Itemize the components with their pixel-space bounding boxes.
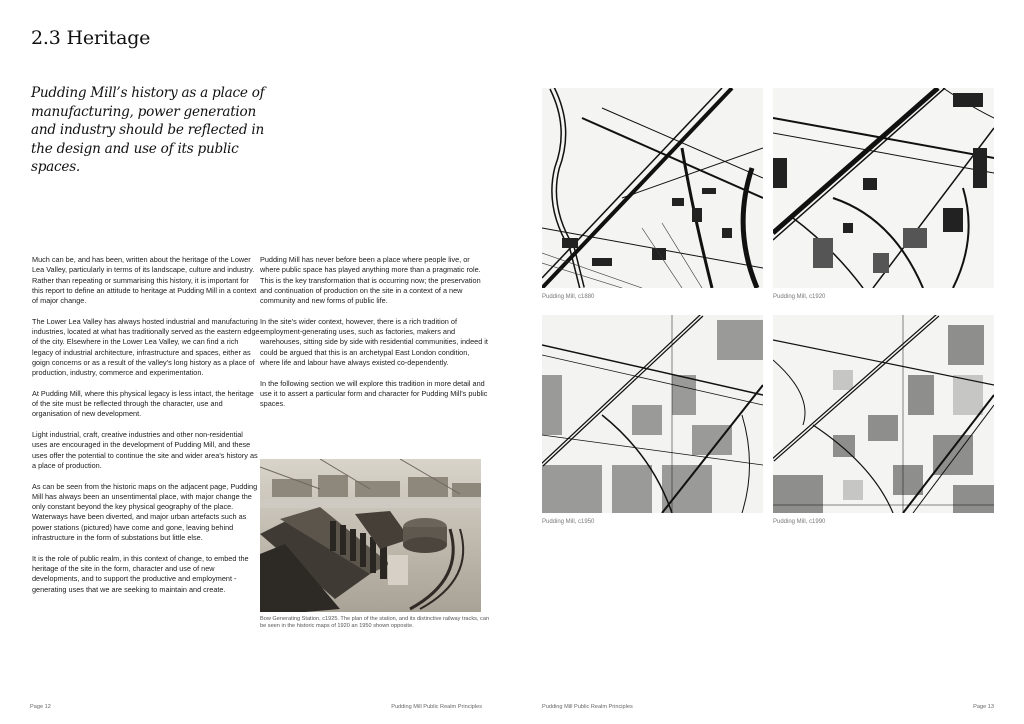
paragraph: Light industrial, craft, creative industries and other non-residential uses are encouraged in the development of Pudding Mill, and these uses offer the potential to continue the site and wider area’s history as a place of production. xyxy=(32,430,258,470)
bow-generating-station-photo xyxy=(260,459,481,612)
document-title: Pudding Mill Public Realm Principles xyxy=(542,704,633,710)
body-column-1 xyxy=(32,255,260,605)
map-caption: Pudding Mill, c1920 xyxy=(773,294,826,300)
photo-caption: Bow Generating Station, c1925. The plan of the station, and its distinctive railway tracks, can be seen in the historic maps of 1920 an 1950 shown opposite. xyxy=(260,616,490,630)
lead-quote: Pudding Mill’s history as a place of manufacturing, power generation and industry should be reflected in the design and use of its public spaces. xyxy=(31,85,265,176)
paragraph: The Lower Lea Valley has always hosted industrial and manufacturing industries, located at what has traditionally served as the eastern edge of the city. Elsewhere in the Lower Lea Valley, we can find a rich legacy of industrial architecture, infrastructure and spaces, either as goign concerns or as a result of the valley’s long history as a place of production, industry, commerce and experimentation. xyxy=(32,316,260,378)
paragraph: In the following section we will explore this tradition in more detail and use it to assert a particular form and character for Pudding Mill’s public spaces. xyxy=(260,378,488,409)
historic-map-1990 xyxy=(773,315,994,513)
historic-map-1920 xyxy=(773,88,994,288)
historic-map-1950 xyxy=(542,315,763,513)
right-page xyxy=(512,0,1024,724)
paragraph: Much can be, and has been, written about the heritage of the Lower Lea Valley, particularly in terms of its landscape, culture and industry. Rather than repeating or summarising this history, it is important for this report to define an attitude to heritage at Pudding Mill in a context of major change. xyxy=(32,255,257,306)
document-title: Pudding Mill Public Realm Principles xyxy=(391,704,482,710)
map-caption: Pudding Mill, c1990 xyxy=(773,519,826,525)
paragraph: Pudding Mill has never before been a place where people live, or where public space has played anything more than a pragmatic role. This is the key transformation that is occurring now; the preservation and continuation of production on the site in a context of a new community and new forms of public life. xyxy=(260,255,481,306)
historic-map-1880 xyxy=(542,88,763,288)
page-number: Page 13 xyxy=(973,704,994,710)
paragraph: As can be seen from the historic maps on the adjacent page, Pudding Mill has always been an unsentimental place, with major change the only constant beyond the key physical geography of the place. Waterways have been diverted, and major urban artefacts such as power stations (pictured) have come and gone, leaving behind infrastructure in the form of substations but little else. xyxy=(32,481,258,543)
body-column-2 xyxy=(260,255,488,420)
map-caption: Pudding Mill, c1880 xyxy=(542,294,595,300)
paragraph: In the site’s wider context, however, there is a rich tradition of employment-generating uses, such as factories, makers and warehouses, sitting side by side with residential communities, indeed it could be argued that this is an archetypal East London condition, where life and labour have always existed co-dependently. xyxy=(260,316,488,367)
page-number: Page 12 xyxy=(30,704,51,710)
map-caption: Pudding Mill, c1950 xyxy=(542,519,595,525)
paragraph: It is the role of public realm, in this context of change, to embed the heritage of the site in the form, character and use of new developments, and to support the productive and employment -generating uses that we are seeking to maintain and create. xyxy=(32,553,249,594)
paragraph: At Pudding Mill, where this physical legacy is less intact, the heritage of the site must be reflected through the character, use and organisation of new development. xyxy=(32,388,254,419)
section-title: 2.3 Heritage xyxy=(31,27,151,49)
